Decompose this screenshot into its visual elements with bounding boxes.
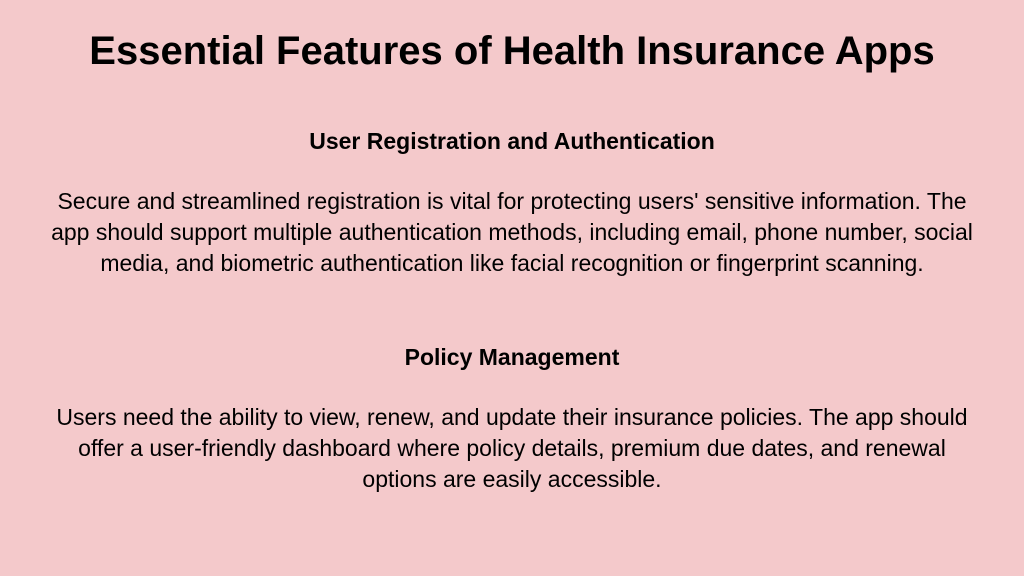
section-body: Secure and streamlined registration is vital for protecting users' sensitive information. The app should support multiple authentication methods, including email, phone number, social media, and biometric authentication like facial recognition or fingerprint scanning. bbox=[51, 188, 973, 276]
section-user-registration bbox=[50, 125, 974, 279]
section-body: Users need the ability to view, renew, and update their insurance policies. The app should offer a user-friendly dashboard where policy details, premium due dates, and renewal options are easily accessible. bbox=[56, 404, 968, 492]
section-policy-management bbox=[50, 341, 974, 495]
section-heading: Policy Management bbox=[404, 344, 620, 370]
section-heading: User Registration and Authentication bbox=[309, 128, 715, 154]
slide-title: Essential Features of Health Insurance Apps bbox=[89, 29, 935, 73]
